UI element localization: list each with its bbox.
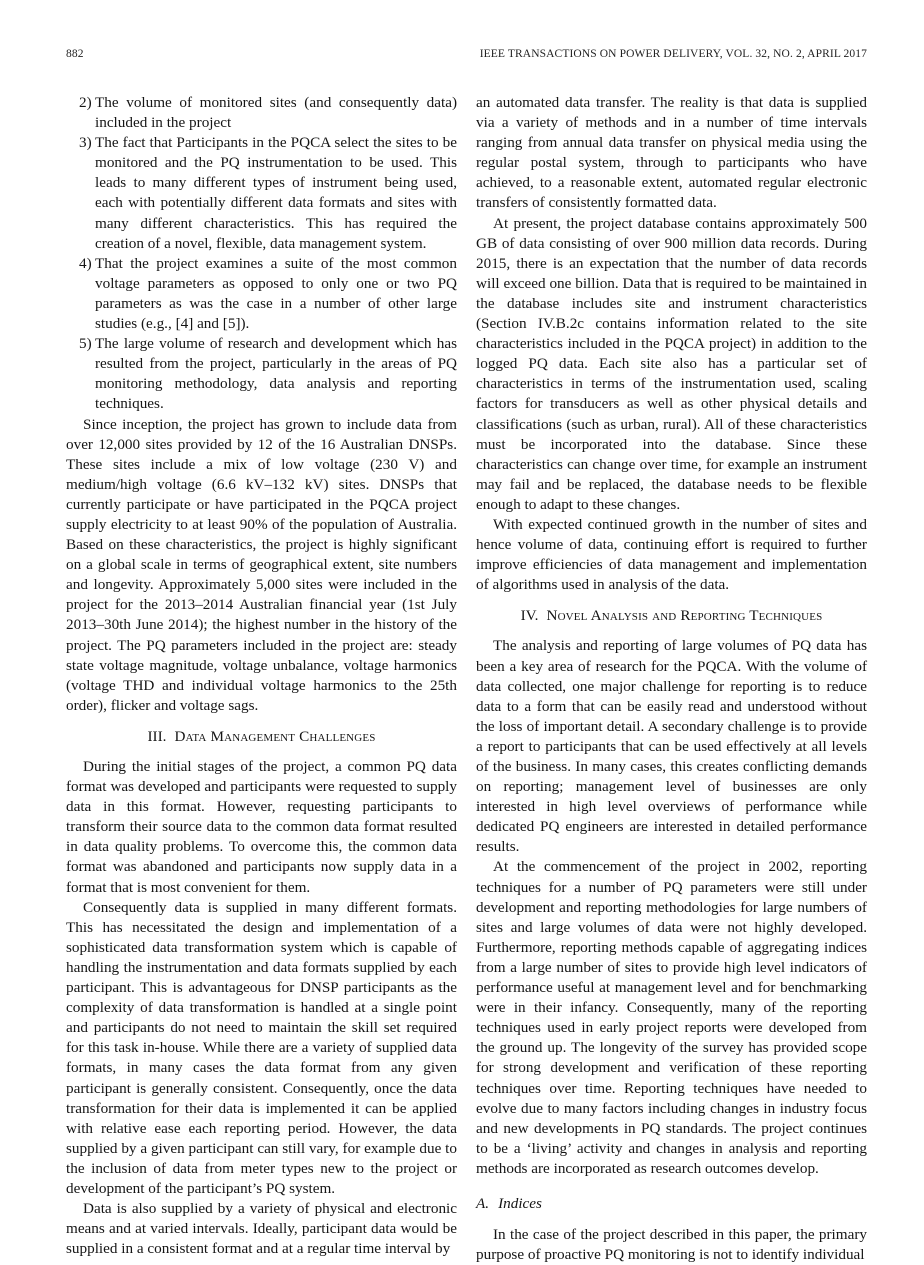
list-item — [66, 254, 457, 334]
enumerated-list — [66, 93, 457, 415]
list-item-text: The volume of monitored sites (and consequently data) included in the project — [95, 94, 457, 132]
list-item-text: That the project examines a suite of the most common voltage parameters as opposed to only one or two PQ parameters as was the case in a number of other large studies (e.g., [4] and [5]). — [95, 254, 457, 333]
list-item-number: 2) — [79, 94, 92, 111]
running-head — [66, 48, 867, 60]
paragraph-during-initial: During the initial stages of the project, a common PQ data format was developed and participants were requested to supply data in this format. However, requesting participants to transform their source data to the common data format resulted in data quality problems. To overcome this, the common data format was abandoned and participants now supply data in a format that is most convenient for them. — [66, 758, 457, 896]
right-column — [476, 93, 867, 1265]
paragraph-in-the-case: In the case of the project described in this paper, the primary purpose of proactive PQ monitoring is not to identify individual — [476, 1226, 867, 1264]
list-item-text: The large volume of research and development which has resulted from the project, particularly in the areas of PQ monitoring methodology, data analysis and reporting techniques. — [95, 335, 457, 413]
section-heading-iv — [476, 606, 867, 626]
section-heading-iii — [66, 727, 457, 747]
list-item-number: 4) — [79, 254, 92, 272]
list-item-text: The fact that Participants in the PQCA select the sites to be monitored and the PQ instrumentation to be used. This leads to many different types of instrument being used, each with potentially different data formats and sites with many different characteristics. This has required the creation of a novel, flexible, data management system. — [95, 134, 457, 252]
subsection-title: Indices — [498, 1194, 542, 1212]
paragraph-analysis-reporting: The analysis and reporting of large volumes of PQ data has been a key area of research for the PQCA. With the volume of data collected, one major challenge for reporting is to reduce data to a form that can be easily read and understood without the loss of important detail. A secondary challenge is to provide a report to participants that can be used effectively at all levels of the business. In many cases, this creates conflicting demands on reporting; management level of businesses are only interested in high level overviews of performance while dedicated PQ engineers are interested in detailed performance results. — [476, 637, 867, 856]
paragraph-consequently: Consequently data is supplied in many different formats. This has necessitated the design and implementation of a sophisticated data transformation system which is capable of handling the instrumentation and data formats supplied by each participant. This is advantageous for DNSP participants as the complexity of data transformation is handled at a single point and participants do not need to maintain the skill set required for this task in-house. While there are a variety of supplied data formats, in many cases the data format from any given participant is generally consistent. Consequently, once the data transformation for their data is implemented it can be applied with relative ease each reporting period. However, the data supplied by a given participant can still vary, for example due to the inclusion of data from meter types new to the project or development of the participant’s PQ system. — [66, 898, 457, 1197]
section-title: Data Management Challenges — [174, 727, 376, 745]
paragraph-since-inception: Since inception, the project has grown to include data from over 12,000 sites provided by 12 of the 16 Australian DNSPs. These sites include a mix of low voltage (230 V) and medium/high voltage (6.6 kV–132 kV) sites. DNSPs that currently participate or have participated in the PQCA project supply electricity to at least 90% of the population of Australia. Based on these characteristics, the project is highly significant on a global scale in terms of geographical extent, site numbers and longevity. Approximately 5,000 sites were included in the project for the 2013–2014 Australian financial year (1st July 2013–30th June 2014); the highest number in the history of the project. The PQ parameters included in the project are: steady state voltage magnitude, voltage unbalance, voltage harmonics (voltage THD and individual voltage harmonics to the 25th order), flicker and voltage sags. — [66, 415, 457, 714]
paragraph-data-also: Data is also supplied by a variety of physical and electronic means and at varied intervals. Ideally, participant data would be supplied in a consistent format and at a regular time interval by — [66, 1200, 457, 1258]
paragraph-automated-transfer: an automated data transfer. The reality is that data is supplied via a variety of methods and in a number of time intervals ranging from annual data transfer on physical media using the regular postal system, through to participants who have achieved, to a reasonable extent, automated regular electronic transfers of consistently formatted data. — [476, 94, 867, 212]
section-number: III. — [147, 727, 167, 745]
list-item — [66, 93, 457, 133]
section-title: Novel Analysis and Reporting Techniques — [546, 607, 823, 625]
paragraph-commencement: At the commencement of the project in 2002, reporting techniques for a number of PQ parameters were still under development and reporting methodologies for large numbers of sites and large volumes of data were not highly developed. Furthermore, reporting methods capable of aggregating indices from a large number of sites to provide high level indicators of performance useful at management level and for benchmarking were in their infancy. Consequently, many of the reporting techniques used in early project reports were developed from the ground up. The longevity of the survey has provided scope for strong development and verification of these reporting techniques over time. Reporting techniques have needed to evolve due to many factors including changes in industry focus and new developments in PQ standards. The project continues to be a ‘living’ activity and changes in analysis and reporting methods are incorporated as research outcomes develop. — [476, 858, 867, 1177]
journal-title: IEEE TRANSACTIONS ON POWER DELIVERY, VOL. 32, NO. 2, APRIL 2017 — [479, 48, 867, 60]
paragraph-at-present: At present, the project database contains approximately 500 GB of data consisting of over 900 million data records. During 2015, there is an expectation that the number of data records will exceed one billion. Data that is required to be maintained in the database includes site and instrument characteristics (Section IV.B.2c contains information related to the site characteristics included in the PQCA project) in addition to the logged PQ data. Each site also has a particular set of characteristics in terms of the instrumentation used, scaling factors for transducers as well as other physical details and classifications (such as urban, rural). All of these characteristics must be incorporated into the database. Since these characteristics can change over time, for example an instrument may fail and be replaced, the database needs to be flexible enough to adapt to these changes. — [476, 214, 867, 513]
subsection-heading-a — [476, 1194, 867, 1214]
list-item — [66, 133, 457, 254]
subsection-label: A. — [476, 1194, 490, 1212]
list-item-number: 5) — [79, 335, 92, 353]
paragraph-with-expected: With expected continued growth in the number of sites and hence volume of data, continuing effort is required to further improve efficiencies of data management and implementation of algorithms used in analysis of the data. — [476, 515, 867, 594]
list-item — [66, 334, 457, 414]
two-column-body — [66, 93, 867, 1265]
list-item-number: 3) — [79, 134, 92, 152]
left-column — [66, 93, 457, 1265]
section-number: IV. — [520, 607, 539, 625]
page-number: 882 — [66, 48, 84, 60]
